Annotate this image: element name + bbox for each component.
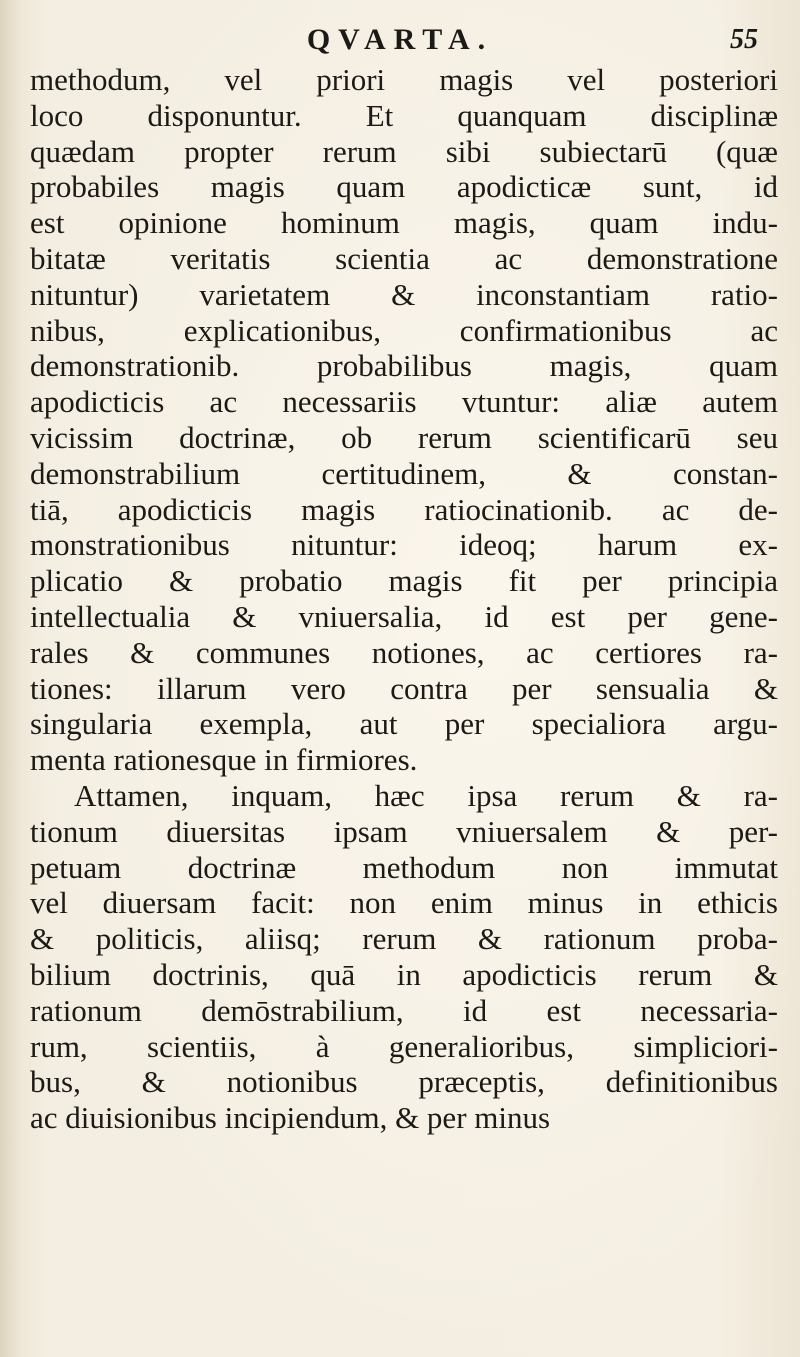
text-line: probabiles magis quam apodicticæ sunt, id [30,169,778,205]
text-line: singularia exempla, aut per specialiora argu- [30,706,778,742]
running-head [0,18,800,62]
text-line: nituntur) varietatem & inconstantiam ratio- [30,276,778,312]
text-line: plicatio & probatio magis fit per principia [30,563,778,599]
text-line: bilium doctrinis, quā in apodicticis rerum & [30,956,778,992]
gutter-shadow [0,0,22,1357]
text-line: nibus, explicationibus, confirmationibus ac [30,312,778,348]
page-number: 55 [730,24,758,55]
text-line: menta rationesque in firmiores. [30,742,418,778]
text-line: Attamen, inquam, hæc ipsa rerum & ra- [74,777,778,813]
text-line: est opinione hominum magis, quam indu- [30,205,778,241]
text-line: ac diuisionibus incipiendum, & per minus [30,1100,551,1136]
text-line: monstrationibus nituntur: ideoq; harum ex- [30,527,778,563]
body-text [30,62,778,1136]
text-line: rum, scientiis, à generalioribus, simpliciori- [30,1028,778,1064]
text-line: tiā, apodicticis magis ratiocinationib. ac de- [30,491,778,527]
text-line: vel diuersam facit: non enim minus in ethicis [30,885,778,921]
text-line: quædam propter rerum sibi subiectarū (quæ [30,133,778,169]
text-line: methodum, vel priori magis vel posteriori [30,62,778,97]
text-line: bitatæ veritatis scientia ac demonstratione [30,240,778,276]
text-line: demonstrationib. probabilibus magis, quam [30,348,778,384]
text-line: rationum demōstrabilium, id est necessaria- [30,992,778,1028]
text-line: loco disponuntur. Et quanquam disciplinæ [30,97,778,133]
text-line: rales & communes notiones, ac certiores ra- [30,634,778,670]
text-line: tionum diuersitas ipsam vniuersalem & per- [30,813,778,849]
text-line: & politicis, aliisq; rerum & rationum proba- [30,921,778,957]
text-line: vicissim doctrinæ, ob rerum scientificarū seu [30,419,778,455]
text-line: tiones: illarum vero contra per sensualia & [30,670,778,706]
text-line: petuam doctrinæ methodum non immutat [30,849,778,885]
text-line: bus, & notionibus præceptis, definitionibus [30,1064,778,1100]
text-line: demonstrabilium certitudinem, & constan- [30,455,778,491]
text-line: intellectualia & vniuersalia, id est per gene- [30,598,778,634]
text-line: apodicticis ac necessariis vtuntur: aliæ autem [30,384,778,420]
running-title: QVARTA. [306,23,494,56]
